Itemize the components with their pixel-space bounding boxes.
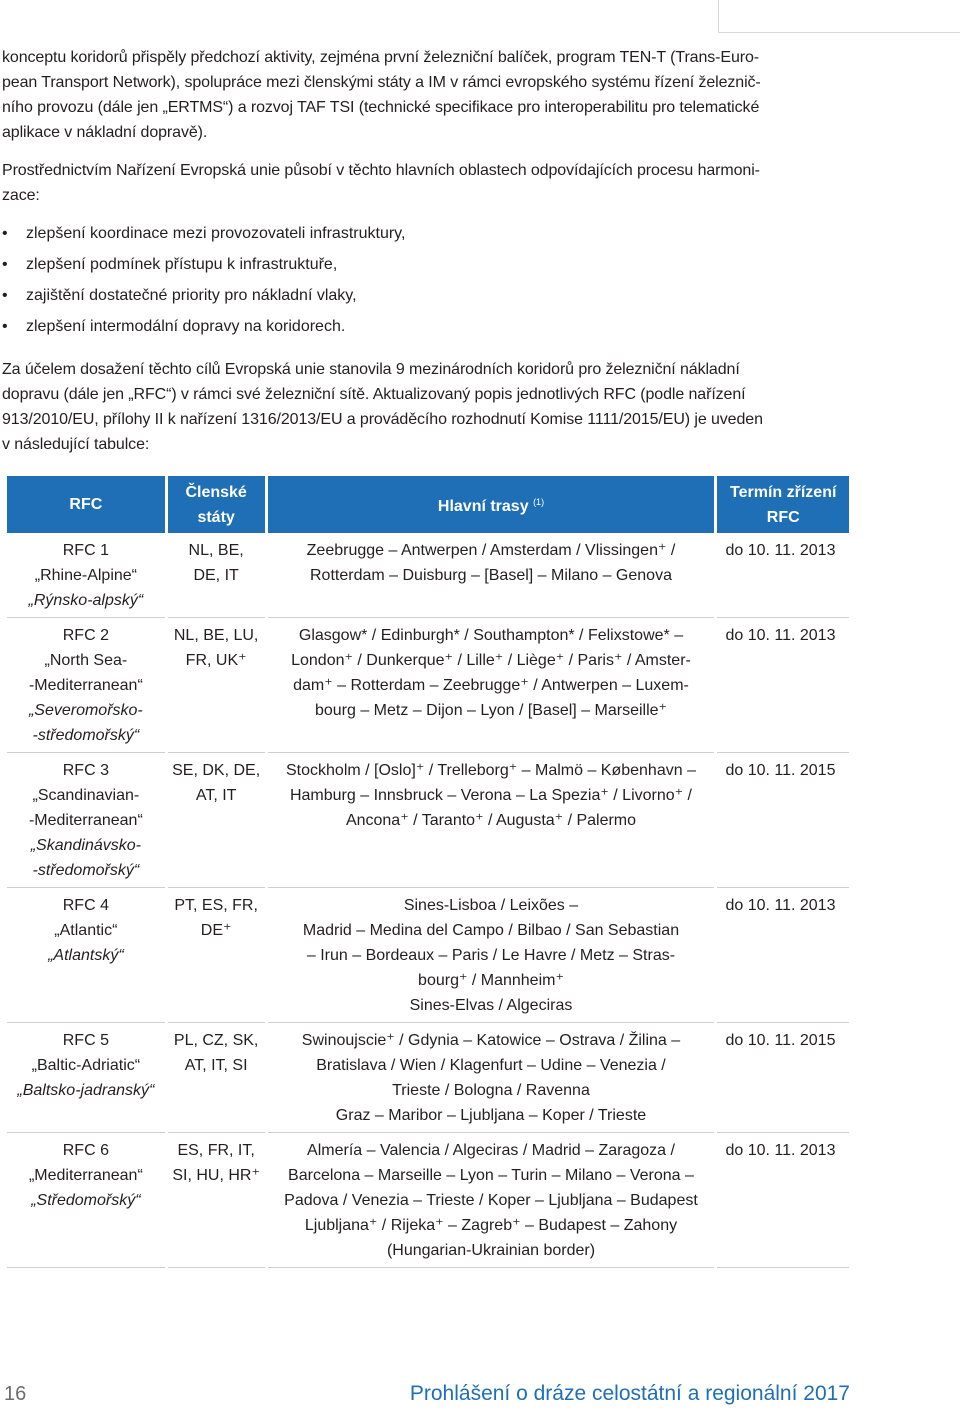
cell-line: RFC 2 (62, 627, 109, 644)
cell-line: „Severomořsko- (28, 702, 143, 719)
cell-line: Trieste / Bologna / Ravenna (392, 1082, 590, 1099)
cell-line: ES, FR, IT, (177, 1142, 255, 1159)
table-row (7, 753, 849, 888)
rfc-name-cell (7, 1133, 165, 1268)
list-item (2, 252, 852, 283)
footnote-marker: (1) (533, 497, 545, 507)
cell-line: NL, BE, (188, 542, 244, 559)
cell-line: SI, HU, HR⁺ (172, 1167, 260, 1184)
cell-line: -Mediterranean“ (28, 812, 143, 829)
cell-line: Graz – Maribor – Ljubljana – Koper / Trieste (335, 1107, 647, 1124)
cell-line: -Mediterranean“ (28, 677, 143, 694)
cell-line: „Rýnsko-alpský“ (28, 592, 144, 609)
cell-line: -středomořský“ (32, 727, 140, 744)
cell-line: „Atlantský“ (48, 947, 124, 964)
text-line: pean Transport Network), spolupráce mezi členskými státy a IM v rámci evropského systému řízení železnič- (2, 74, 761, 91)
cell-line: PT, ES, FR, (174, 897, 258, 914)
cell-line: -středomořský“ (32, 862, 140, 879)
text-line: Prostřednictvím Nařízení Evropská unie působí v těchto hlavních oblastech odpovídajících procesu harmoni- (2, 162, 760, 179)
text-line: aplikace v nákladní dopravě). (2, 124, 208, 141)
rfc-name-cell (7, 888, 165, 1023)
list-item (2, 221, 852, 252)
table-row (7, 1023, 849, 1133)
member-states-cell (168, 888, 265, 1023)
cell-line: RFC 1 (62, 542, 109, 559)
goal-paragraph (2, 357, 852, 457)
table-row (7, 618, 849, 753)
table-header-row (7, 476, 849, 533)
main-routes-cell (268, 1133, 715, 1268)
list-item (2, 314, 852, 345)
cell-line: Sines-Lisboa / Leixões – (403, 897, 579, 914)
cell-line: Ancona⁺ / Taranto⁺ / Augusta⁺ / Palermo (345, 812, 637, 829)
cell-line: RFC 6 (62, 1142, 109, 1159)
text-line: dopravu (dále jen „RFC“) v rámci své železniční sítě. Aktualizovaný popis jednotlivých RFC (podle nařízení (2, 386, 746, 403)
cell-line: „Baltsko-jadranský“ (17, 1082, 155, 1099)
cell-line: „Skandinávsko- (30, 837, 141, 854)
table-row (7, 888, 849, 1023)
table-row (7, 1133, 849, 1268)
cell-line: bourg⁺ / Mannheim⁺ (418, 972, 564, 989)
list-item (2, 283, 852, 314)
establishment-date-cell (717, 753, 849, 888)
establishment-date-cell (717, 618, 849, 753)
bullet-icon: • (2, 287, 8, 304)
cell-line: – Irun – Bordeaux – Paris / Le Havre / Metz – Stras- (306, 947, 676, 964)
main-routes-cell (268, 888, 715, 1023)
document-title: Prohlášení o dráze celostátní a regionální 2017 (409, 1382, 850, 1405)
member-states-cell (168, 753, 265, 888)
member-states-cell (168, 533, 265, 618)
member-states-cell (168, 1023, 265, 1133)
cell-line: SE, DK, DE, (172, 762, 261, 779)
establishment-date-cell (717, 888, 849, 1023)
cell-line: Stockholm / [Oslo]⁺ / Trelleborg⁺ – Malmö – København – (286, 762, 696, 779)
date-value: do 10. 11. 2015 (725, 762, 836, 779)
date-value: do 10. 11. 2013 (725, 897, 836, 914)
member-states-cell (168, 618, 265, 753)
member-states-cell (168, 1133, 265, 1268)
cell-line: „Baltic-Adriatic“ (31, 1057, 141, 1074)
cell-line: „Atlantic“ (54, 922, 118, 939)
rfc-name-cell (7, 618, 165, 753)
rfc-corridor-table (4, 476, 852, 1268)
header-corner-frame (718, 0, 960, 33)
column-header-rfc: RFC (7, 476, 165, 533)
establishment-date-cell (717, 1133, 849, 1268)
cell-line: Rotterdam – Duisburg – [Basel] – Milano – Genova (310, 567, 672, 584)
rfc-name-cell (7, 533, 165, 618)
cell-line: RFC 3 (62, 762, 109, 779)
cell-line: Madrid – Medina del Campo / Bilbao / San Sebastian (302, 922, 680, 939)
cell-line: Padova / Venezia – Trieste / Koper – Ljubljana – Budapest (284, 1192, 698, 1209)
cell-line: Hamburg – Innsbruck – Verona – La Spezia⁺ / Livorno⁺ / (289, 787, 692, 804)
cell-line: Zeebrugge – Antwerpen / Amsterdam / Vlissingen⁺ / (306, 542, 676, 559)
cell-line: Barcelona – Marseille – Lyon – Turin – Milano – Verona – (288, 1167, 694, 1184)
list-item-text: zajištění dostatečné priority pro nákladní vlaky, (26, 287, 357, 304)
cell-line: „Mediterranean“ (28, 1167, 143, 1184)
main-routes-cell (268, 533, 715, 618)
date-value: do 10. 11. 2013 (725, 627, 836, 644)
intro-paragraph (2, 45, 852, 145)
list-item-text: zlepšení koordinace mezi provozovateli infrastruktury, (26, 225, 406, 242)
cell-line: dam⁺ – Rotterdam – Zeebrugge⁺ / Antwerpen – Luxem- (293, 677, 689, 694)
date-value: do 10. 11. 2015 (725, 1032, 836, 1049)
column-header-establishment-date: Termín zřízení RFC (717, 476, 849, 533)
cell-line: RFC 4 (62, 897, 109, 914)
cell-line: Glasgow* / Edinburgh* / Southampton* / Felixstowe* – (298, 627, 684, 644)
cell-line: AT, IT (195, 787, 237, 804)
cell-line: Ljubljana⁺ / Rijeka⁺ – Zagreb⁺ – Budapest – Zahony (304, 1217, 678, 1234)
rfc-name-cell (7, 1023, 165, 1133)
date-value: do 10. 11. 2013 (725, 542, 836, 559)
cell-line: Sines-Elvas / Algeciras (409, 997, 573, 1014)
text-line: konceptu koridorů přispěly předchozí aktivity, zejména první železniční balíček, program TEN-T (Trans-Euro- (2, 49, 760, 66)
cell-line: FR, UK⁺ (185, 652, 247, 669)
cell-line: DE⁺ (200, 922, 232, 939)
establishment-date-cell (717, 1023, 849, 1133)
cell-line: London⁺ / Dunkerque⁺ / Lille⁺ / Liège⁺ / Paris⁺ / Amster- (291, 652, 691, 669)
main-routes-cell (268, 1023, 715, 1133)
regulation-paragraph (2, 158, 852, 208)
bullet-icon: • (2, 225, 8, 242)
text-line: 913/2010/EU, přílohy II k nařízení 1316/2013/EU a prováděcího rozhodnutí Komise 1111/2015/EU) je uveden (2, 411, 763, 428)
cell-line: NL, BE, LU, (173, 627, 259, 644)
column-header-member-states: Členské státy (168, 476, 265, 533)
cell-line: PL, CZ, SK, (173, 1032, 259, 1049)
cell-line: DE, IT (193, 567, 239, 584)
column-header-main-routes: Hlavní trasy $^{(1)}$ (268, 476, 715, 533)
cell-line: „Středomořský“ (31, 1192, 141, 1209)
cell-line: Swinoujscie⁺ / Gdynia – Katowice – Ostrava / Žilina – (301, 1032, 681, 1049)
text-line: v následující tabulce: (2, 436, 150, 453)
cell-line: AT, IT, SI (184, 1057, 248, 1074)
text-line: ního provozu (dále jen „ERTMS“) a rozvoj TAF TSI (technické specifikace pro interoperabilitu pro telematické (2, 99, 760, 116)
cell-line: RFC 5 (62, 1032, 109, 1049)
list-item-text: zlepšení podmínek přístupu k infrastruktuře, (26, 256, 338, 273)
cell-line: „North Sea- (44, 652, 128, 669)
cell-line: „Rhine-Alpine“ (34, 567, 137, 584)
establishment-date-cell (717, 533, 849, 618)
bullet-icon: • (2, 256, 8, 273)
date-value: do 10. 11. 2013 (725, 1142, 836, 1159)
main-routes-cell (268, 618, 715, 753)
list-item-text: zlepšení intermodální dopravy na koridorech. (26, 318, 346, 335)
rfc-name-cell (7, 753, 165, 888)
page-number: 16 (4, 1383, 27, 1405)
text-line: zace: (2, 187, 40, 204)
table-row (7, 533, 849, 618)
harmonization-bullet-list (2, 221, 852, 345)
cell-line: (Hungarian-Ukrainian border) (386, 1242, 596, 1259)
cell-line: bourg – Metz – Dijon – Lyon / [Basel] – Marseille⁺ (314, 702, 667, 719)
cell-line: Almería – Valencia / Algeciras / Madrid – Zaragoza / (307, 1142, 675, 1159)
text-line: Za účelem dosažení těchto cílů Evropská unie stanovila 9 mezinárodních koridorů pro železniční nákladní (2, 361, 740, 378)
cell-line: Bratislava / Wien / Klagenfurt – Udine – Venezia / (316, 1057, 666, 1074)
bullet-icon: • (2, 318, 8, 335)
cell-line: „Scandinavian- (32, 787, 140, 804)
main-routes-cell (268, 753, 715, 888)
